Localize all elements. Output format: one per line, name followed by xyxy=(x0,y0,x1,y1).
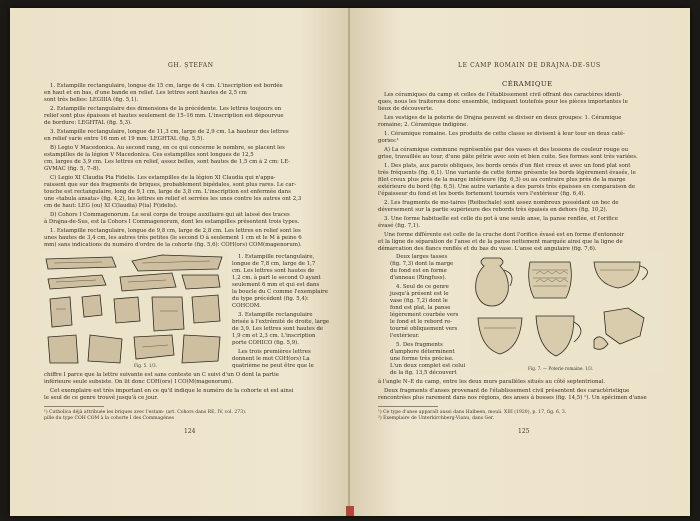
footnote-rule xyxy=(378,406,438,407)
text-line: vase (fig. 7,2) dont le xyxy=(390,298,448,304)
text-line: le fond et le rebord re- xyxy=(390,319,452,325)
text-line: 3. Estampille rectangulaire, longue de 11,3 cm, large de 2,9 cm. La hauteur des lettres xyxy=(50,129,289,135)
text-line: une «tabula ansata» (fig. 4,2), les lettres en relief et serrées les unes contre les autres ont 2,3 xyxy=(44,196,302,202)
right-page xyxy=(350,8,690,516)
text-line: l'extérieur. xyxy=(390,333,420,339)
footnote-rule xyxy=(44,406,104,407)
text-line: donnent le mot COH(ors) La xyxy=(232,356,310,362)
text-line: estampilles de la légion V Macedonica. Ces estampilles sont longues de 12,5 xyxy=(44,152,254,158)
text-line: de 3,9. Les lettres sont hautes de xyxy=(232,326,324,332)
text-line: la boucle du C comme l'exemplaire xyxy=(232,289,328,295)
text-line: une forme très précise. xyxy=(390,356,454,362)
text-line: chiffre I parce que la lettre suivante est sans conteste un C suivi d'un O dont la partie xyxy=(44,372,279,378)
text-line: L'un deux complet est celui xyxy=(390,363,466,369)
text-line: en haut et en bas, d'une bande en relief. Les lettres sont hautes de 2,5 cm xyxy=(44,90,247,96)
page-number-right: 125 xyxy=(518,428,530,435)
text-line: d'amphore déterminent xyxy=(390,349,455,355)
text-line: relief sont plus épaisses et hautes seulement de 15–16 mm. L'inscription est dépourvue xyxy=(44,113,284,119)
text-line: en relief varie entre 16 mm et 19 mm: LEGHTAL (fig. 5,5). xyxy=(44,136,205,142)
text-line: raissent que sur des fragments de briques, probablement bipédales, sont plus rares. Le car- xyxy=(44,182,297,188)
text-line: à l'angle N–E du camp, entre les deux murs parallèles situés au côté septentrional. xyxy=(378,379,606,385)
text-line: touche est rectangulaire, long de 9,1 cm, large de 3,8 cm. L'inscription est enfermée dans xyxy=(44,189,291,195)
text-line: et la ligne de séparation de l'anse et de la panse nettement marquée ainsi que la ligne de xyxy=(378,239,623,245)
text-line: de la fig. 13,5 découvert xyxy=(390,370,457,376)
text-line: l'épaisseur du fond et les bords fortement tournés vers l'extérieur (fig. 6,4). xyxy=(378,191,586,197)
text-line: 1. Estampille rectangulaire, xyxy=(238,254,315,260)
figure-roman-pottery xyxy=(470,252,666,374)
text-line: d'anneau (Ringfuss). xyxy=(390,275,447,281)
text-line: 1. Céramique romaine. Les produits de cette classe se divisent à leur tour en deux caté- xyxy=(384,131,625,137)
text-line: sont très belles: LEGIIIA (fig. 5,1). xyxy=(44,97,139,103)
right-running-head: LE CAMP ROMAIN DE DRAJNA-DE-SUS xyxy=(458,62,601,69)
text-line: romaine; 2. Céramique indigène. xyxy=(378,122,469,128)
text-line: déversement sur la partie supérieure des rebords très épaisés en dehors (fig. 10,2). xyxy=(378,207,608,213)
text-line: 1,2 cm. à part le second O ayant xyxy=(232,275,321,281)
text-line: B) Legio V Macedonica. Au second rang, en ce qui concerne le nombre, se placent les xyxy=(50,145,285,151)
text-line: Cet exemplaire est très important en ce qu'il indique le numéro de la cohorte et est ainsi xyxy=(50,388,294,394)
text-line: de bordure: LEGHTAL (fig. 5,3). xyxy=(44,120,132,126)
text-line: unes hautes de 3,4 cm, les autres très petites (le second O à seulement 1 cm et le M à peine 6 xyxy=(44,235,302,241)
text-line: porte COHICO (fig. 5,9). xyxy=(232,340,299,346)
text-line: 3. Estampille rectangulaire xyxy=(238,312,313,318)
text-line: tourné obliquement vers xyxy=(390,326,458,332)
text-line: 1. Estampille rectangulaire, longue de 9,8 cm, large de 2,8 cm. Les lettres en relief sont les xyxy=(50,228,301,234)
text-line: 4. Seul de ce genre xyxy=(396,284,449,290)
text-line: évasé (fig. 7,1). xyxy=(378,223,421,229)
section-title: CÉRAMIQUE xyxy=(502,80,553,88)
figure-caption: Fig. 7. — Poterie romaine. 1/3. xyxy=(528,366,594,371)
text-line: cm, larges de 3,9 cm. Les lettres en relief, assez belles, sont hautes de 1,5 cm à 2 cm: LE- xyxy=(44,159,291,165)
footnote: ¹) Catholica déjà attribuée les briques avec l'estam- (art. Cohors dans RE. IV, col. 273). xyxy=(44,410,247,415)
bookmark-ribbon xyxy=(346,506,354,516)
text-line: 1. Des plats, aux parois obliques, les bords ornés d'un filet creux et avec un fond plat sont xyxy=(384,163,631,169)
text-line: (fig. 7,3) dont la marge xyxy=(390,261,454,267)
text-line: cm de haut: LEG (ou) XI C(laudia) P(ia) F(idelis). xyxy=(44,203,178,209)
text-line: du type précédent (fig. 5,4): xyxy=(232,296,309,302)
text-line: Les céramiques du camp et celles de l'établissement civil offrant des caractères identi- xyxy=(384,92,623,98)
text-line: très fréquents (fig. 6,1). Une variante de cette forme présente les bords légèrement évasés, le xyxy=(378,170,636,176)
text-line: Deux larges tasses xyxy=(396,254,448,260)
footnote: ¹) Ce type d'anse apparaît aussi dans Halbeen, mouii. XIII (1920), p. 17, fig. 6, 3. xyxy=(378,410,567,415)
text-line: grise, travaillée au tour, d'une pâte pétrie avec soin et bien cuite. Ses formes sont très variées. xyxy=(378,154,638,160)
book-spread xyxy=(10,8,690,516)
text-line: du fond est en forme xyxy=(390,268,447,274)
text-line: brisée à l'extrémité de droite, large xyxy=(232,319,330,325)
text-line: A) La céramique commune représentée par des vases et des tessons de couleur rouge ou xyxy=(384,147,629,153)
text-line: 2. Estampille rectangulaire des dimensions de la précédente. Les lettres toujours en xyxy=(50,106,282,112)
text-line: C) Legio XI Claudia Pia Fidelis. Les estampilles de la légion XI Claudia qui n'appa- xyxy=(50,175,276,181)
text-line: le seul de ce genre trouvé jusqu'à ce jour. xyxy=(44,395,159,401)
text-line: 5. Des fragments xyxy=(396,342,443,348)
text-line: fond est plat, la panse xyxy=(390,305,451,311)
text-line: seulement 6 mm et qui est dans xyxy=(232,282,320,288)
text-line: Deux fragments d'anses provenant de l'établissement civil présentent des caractéristique xyxy=(384,388,630,394)
text-line: Les trois premières lettres xyxy=(238,349,311,355)
text-line: 2. Les fragments de mo-taires (Reibschale) sont assez nombreux possédant un bec de xyxy=(384,200,619,206)
text-line: GVMAC (fig. 5, 7–8). xyxy=(44,166,101,172)
text-line: 1. Estampille rectangulaire, longue de 15 cm, large de 4 cm. L'inscription est bordée xyxy=(50,83,283,89)
text-line: longue de 7,8 cm, large de 1,7 xyxy=(232,261,316,267)
text-line: ques, nous les traiterons donc ensemble, indiquant toutefois pour les pièces importantes le xyxy=(378,99,628,105)
text-line: rencontrées plus rarement dans nos régions, des anses à bosses (fig. 14,5) ¹). Un spécimen d'anse xyxy=(378,395,647,401)
figure-brick-stamps xyxy=(42,251,228,369)
footnote: pille du type COH COM à la cohorte I des Commagénes xyxy=(44,416,174,421)
text-line: D) Cohors I Commagenorum. Le seul corps de troupe auxiliaire qui ait laissé des traces xyxy=(50,212,290,218)
text-line: gories:¹ xyxy=(378,138,399,144)
text-line: à Drajna-de-Sus, est la Cohors I Commagenorum, dont les estampilles présentent trois types. xyxy=(44,219,300,225)
text-line: COHCOM. xyxy=(232,303,262,309)
text-line: Les vestiges de la poterie de Drajna peuvent se diviser en deux groupes: 1. Céramique xyxy=(384,115,622,121)
text-line: 3. Une forme habituelle est celle du pot à une seule anse, la panse renflée, et l'orifice xyxy=(384,216,618,222)
left-running-head: GH. ȘTEFAN xyxy=(168,62,214,69)
text-line: quatrième ne peut être que le xyxy=(232,363,314,369)
page-number-left: 124 xyxy=(184,428,196,435)
footnote: ²) Exemplaire de Unterkirchberg-Vianu, dans Ger. xyxy=(378,416,495,421)
text-line: inférieure seule subsiste. On lit donc COH(ors) I CO(M(magenorum). xyxy=(44,379,233,385)
figure-caption: Fig. 5. 1/3. xyxy=(134,363,157,368)
text-line: jusqu'à présent est le xyxy=(390,291,449,297)
text-line: cm. Les lettres sont hautes de xyxy=(232,268,315,274)
text-line: 1,9 cm et 2,3 cm. L'inscription xyxy=(232,333,316,339)
text-line: légèrement courbée vers xyxy=(390,312,459,318)
text-line: filet creux plus près de la marge intérieure (fig. 6,3) ou au contraire plus près de la marge xyxy=(378,177,626,183)
text-line: lieux de découverte. xyxy=(378,106,434,112)
left-page xyxy=(10,8,350,516)
text-line: mm) sans indications du numéro d'ordre de la cohorte (fig. 5,6): COH(ors) COM(magenorum). xyxy=(44,242,302,248)
text-line: démarcation des flancs renflés et du bas du vase. L'anse est angulaire (fig. 7,6). xyxy=(378,246,597,252)
text-line: extérieure du bord (fig. 6,5). Une autre variante a des parois très épaisses en comparaison de xyxy=(378,184,636,190)
text-line: Une forme différente est celle de la cruche dont l'orifice évasé est en forme d'entonnoir xyxy=(384,232,625,238)
